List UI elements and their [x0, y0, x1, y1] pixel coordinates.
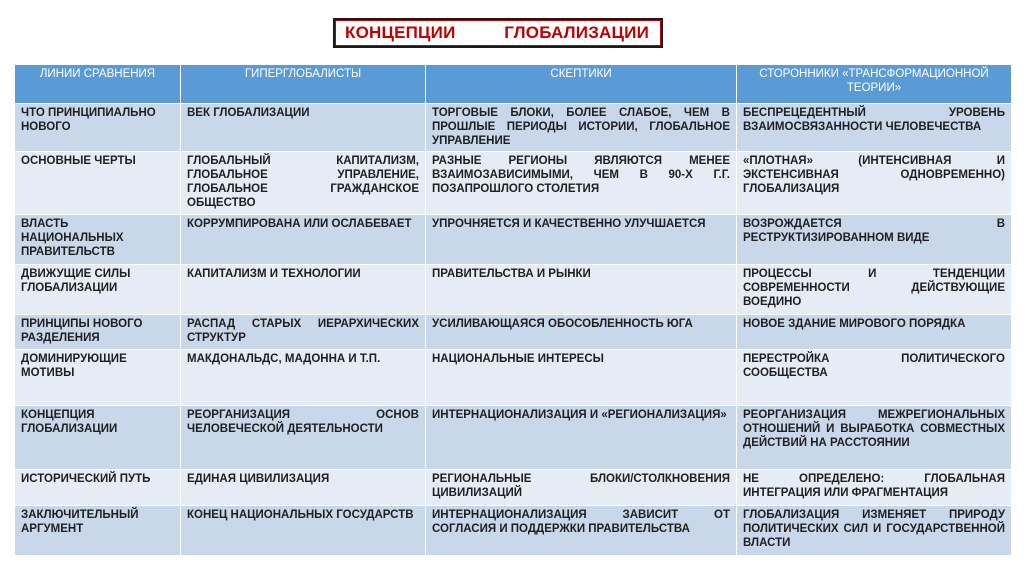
table-cell: ГЛОБАЛИЗАЦИЯ ИЗМЕНЯЕТ ПРИРОДУ ПОЛИТИЧЕСКИХ СИЛ И ГОСУДАРСТВЕННОЙ ВЛАСТИ — [737, 506, 1012, 556]
table-cell: КАПИТАЛИЗМ И ТЕХНОЛОГИИ — [181, 265, 426, 315]
table-row — [15, 152, 1012, 215]
table-cell: ВЕК ГЛОБАЛИЗАЦИИ — [181, 104, 426, 152]
table-cell: РЕОРГАНИЗАЦИЯ МЕЖРЕГИОНАЛЬНЫХ ОТНОШЕНИЙ И ВЫРАБОТКА СОВМЕСТНЫХ ДЕЙСТВИЙ НА РАССТОЯНИИ — [737, 406, 1012, 470]
row-label: ЗАКЛЮЧИТЕЛЬНЫЙ АРГУМЕНТ — [15, 506, 181, 556]
table-cell: ПРАВИТЕЛЬСТВА И РЫНКИ — [426, 265, 737, 315]
table-cell: КОРРУМПИРОВАНА ИЛИ ОСЛАБЕВАЕТ — [181, 215, 426, 265]
table-cell: БЕСПРЕЦЕДЕНТНЫЙ УРОВЕНЬ ВЗАИМОСВЯЗАННОСТИ ЧЕЛОВЕЧЕСТВА — [737, 104, 1012, 152]
table-cell: «ПЛОТНАЯ» (ИНТЕНСИВНАЯ И ЭКСТЕНСИВНАЯ ОДНОВРЕМЕННО) ГЛОБАЛИЗАЦИЯ — [737, 152, 1012, 215]
title-word-2: ГЛОБАЛИЗАЦИИ — [504, 23, 649, 42]
table-row — [15, 104, 1012, 152]
table-cell: УСИЛИВАЮЩАЯСЯ ОБОСОБЛЕННОСТЬ ЮГА — [426, 315, 737, 350]
table-row — [15, 470, 1012, 506]
table-cell: РЕОРГАНИЗАЦИЯ ОСНОВ ЧЕЛОВЕЧЕСКОЙ ДЕЯТЕЛЬНОСТИ — [181, 406, 426, 470]
row-label: ПРИНЦИПЫ НОВОГО РАЗДЕЛЕНИЯ — [15, 315, 181, 350]
table-cell: РАЗНЫЕ РЕГИОНЫ ЯВЛЯЮТСЯ МЕНЕЕ ВЗАИМОЗАВИСИМЫМИ, ЧЕМ В 90-Х Г.Г. ПОЗАПРОШЛОГО СТОЛЕТИЯ — [426, 152, 737, 215]
table-cell: МАКДОНАЛЬДС, МАДОННА И Т.П. — [181, 350, 426, 406]
table-row — [15, 350, 1012, 406]
table-cell: НОВОЕ ЗДАНИЕ МИРОВОГО ПОРЯДКА — [737, 315, 1012, 350]
table-row — [15, 315, 1012, 350]
row-label: КОНЦЕПЦИЯ ГЛОБАЛИЗАЦИИ — [15, 406, 181, 470]
table-cell: ВОЗРОЖДАЕТСЯ В РЕСТРУКТИЗИРОВАННОМ ВИДЕ — [737, 215, 1012, 265]
table-cell: УПРОЧНЯЕТСЯ И КАЧЕСТВЕННО УЛУЧШАЕТСЯ — [426, 215, 737, 265]
table-cell: НАЦИОНАЛЬНЫЕ ИНТЕРЕСЫ — [426, 350, 737, 406]
table-cell: ТОРГОВЫЕ БЛОКИ, БОЛЕЕ СЛАБОЕ, ЧЕМ В ПРОШЛЫЕ ПЕРИОДЫ ИСТОРИИ, ГЛОБАЛЬНОЕ УПРАВЛЕНИЕ — [426, 104, 737, 152]
row-label: ВЛАСТЬ НАЦИОНАЛЬНЫХ ПРАВИТЕЛЬСТВ — [15, 215, 181, 265]
header-comparison-lines: ЛИНИИ СРАВНЕНИЯ — [15, 65, 181, 104]
table-row — [15, 506, 1012, 556]
table-row — [15, 406, 1012, 470]
table-row — [15, 265, 1012, 315]
table-cell: РЕГИОНАЛЬНЫЕ БЛОКИ/СТОЛКНОВЕНИЯ ЦИВИЛИЗАЦИЙ — [426, 470, 737, 506]
table-cell: ЕДИНАЯ ЦИВИЛИЗАЦИЯ — [181, 470, 426, 506]
header-hyperglobalists: ГИПЕРГЛОБАЛИСТЫ — [181, 65, 426, 104]
header-transformationalists: СТОРОННИКИ «ТРАНСФОРМАЦИОННОЙ ТЕОРИИ» — [737, 65, 1012, 104]
table-cell: КОНЕЦ НАЦИОНАЛЬНЫХ ГОСУДАРСТВ — [181, 506, 426, 556]
table-row — [15, 215, 1012, 265]
table-cell: ПЕРЕСТРОЙКА ПОЛИТИЧЕСКОГО СООБЩЕСТВА — [737, 350, 1012, 406]
table-cell: РАСПАД СТАРЫХ ИЕРАРХИЧЕСКИХ СТРУКТУР — [181, 315, 426, 350]
table-cell: ИНТЕРНАЦИОНАЛИЗАЦИЯ И «РЕГИОНАЛИЗАЦИЯ» — [426, 406, 737, 470]
row-label: ДОМИНИРУЮЩИЕ МОТИВЫ — [15, 350, 181, 406]
header-skeptics: СКЕПТИКИ — [426, 65, 737, 104]
table-cell: ПРОЦЕССЫ И ТЕНДЕНЦИИ СОВРЕМЕННОСТИ ДЕЙСТВУЮЩИЕ ВОЕДИНО — [737, 265, 1012, 315]
table-cell: ГЛОБАЛЬНЫЙ КАПИТАЛИЗМ, ГЛОБАЛЬНОЕ УПРАВЛЕНИЕ, ГЛОБАЛЬНОЕ ГРАЖДАНСКОЕ ОБЩЕСТВО — [181, 152, 426, 215]
table-cell: НЕ ОПРЕДЕЛЕНО: ГЛОБАЛЬНАЯ ИНТЕГРАЦИЯ ИЛИ ФРАГМЕНТАЦИЯ — [737, 470, 1012, 506]
title-word-1: КОНЦЕПЦИИ — [345, 23, 456, 42]
table-header-row — [15, 65, 1012, 104]
slide-title — [333, 18, 663, 48]
comparison-table — [14, 64, 1012, 556]
row-label: ЧТО ПРИНЦИПИАЛЬНО НОВОГО — [15, 104, 181, 152]
row-label: ДВИЖУЩИЕ СИЛЫ ГЛОБАЛИЗАЦИИ — [15, 265, 181, 315]
row-label: ИСТОРИЧЕСКИЙ ПУТЬ — [15, 470, 181, 506]
table-cell: ИНТЕРНАЦИОНАЛИЗАЦИЯ ЗАВИСИТ ОТ СОГЛАСИЯ И ПОДДЕРЖКИ ПРАВИТЕЛЬСТВА — [426, 506, 737, 556]
row-label: ОСНОВНЫЕ ЧЕРТЫ — [15, 152, 181, 215]
